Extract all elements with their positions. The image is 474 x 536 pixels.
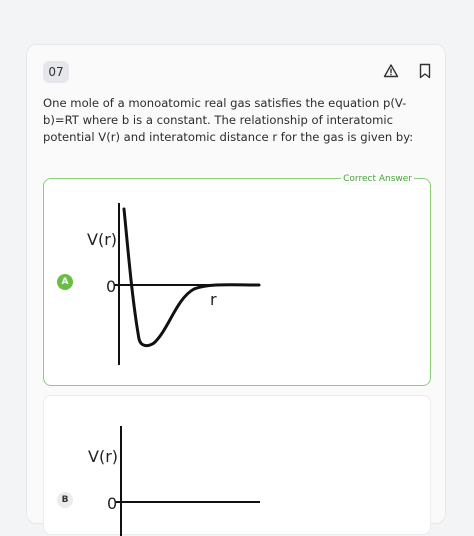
zero-label: 0 [106,277,117,296]
option-b-badge: B [57,492,73,508]
potential-curve [124,209,259,346]
y-axis-label: V(r) [88,447,119,466]
zero-label: 0 [107,494,118,513]
option-a-badge: A [57,274,73,290]
option-b[interactable] [43,395,431,535]
correct-answer-label: Correct Answer [343,174,412,184]
option-b-graph [44,396,432,536]
bookmark-icon[interactable] [417,63,433,79]
warning-triangle-icon[interactable] [383,63,399,79]
x-axis-label: r [210,290,217,309]
option-a[interactable] [43,174,431,386]
question-number: 07 [43,61,69,83]
option-a-graph [44,179,432,387]
question-text: One mole of a monoatomic real gas satisfies the equation p(V-b)=RT where b is a constant. The relationship of interatomic potential V(r) and interatomic distance r for the gas is given by: [43,96,414,144]
question-card [26,44,446,524]
y-axis-label: V(r) [87,230,118,249]
